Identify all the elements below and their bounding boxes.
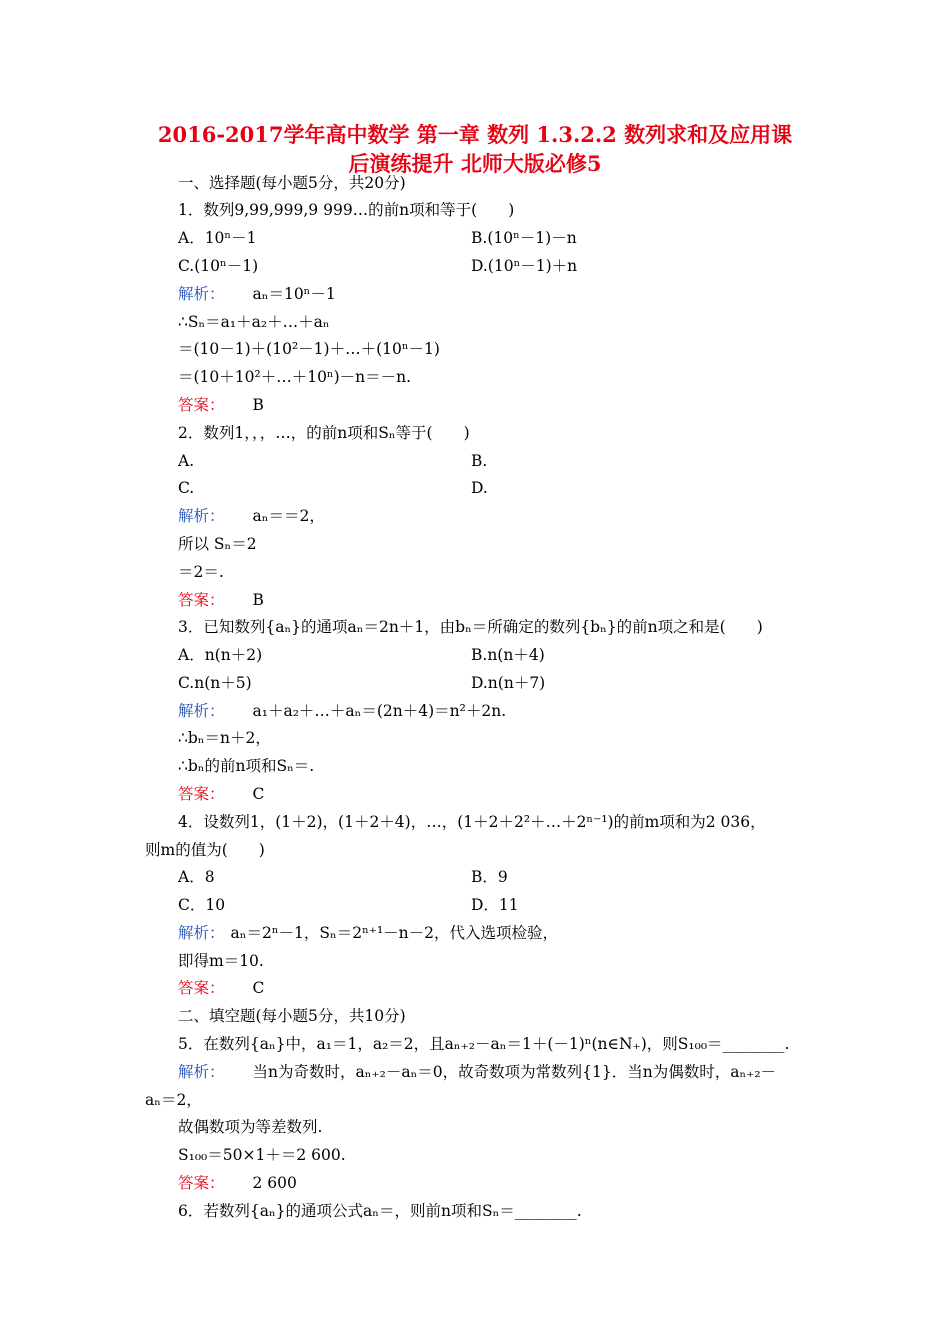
q4-analysis-line-0: aₙ＝2ⁿ－1，Sₙ＝2ⁿ⁺¹－n－2，代入选项检验，: [230, 924, 559, 942]
q2-stem: 2．数列1，，，…，的前n项和Sₙ等于( ): [178, 424, 470, 442]
q4-option-c: C．10: [178, 896, 226, 914]
q6-stem: 6．若数列{aₙ}的通项公式aₙ＝，则前n项和Sₙ＝________.: [178, 1202, 582, 1220]
q4-stem-line-1: 4．设数列1，(1＋2)，(1＋2＋4)，…，(1＋2＋2²＋…＋2ⁿ⁻¹)的前m项和为2 036，: [178, 813, 766, 831]
q5-answer: [178, 1172, 297, 1194]
q1-answer-value: B: [252, 396, 264, 414]
q1-option-b: B.(10ⁿ－1)－n: [471, 229, 577, 247]
analysis-label: 解析：: [178, 1063, 225, 1081]
q3-option-b: B.n(n＋4): [471, 646, 545, 664]
q1-analysis: [178, 283, 336, 305]
q3-option-c: C.n(n＋5): [178, 674, 252, 692]
q1-option-c: C.(10ⁿ－1): [178, 257, 259, 275]
q2-analysis-line-2: ＝2＝.: [178, 563, 224, 581]
q3-analysis-line-1: ∴bₙ＝n＋2，: [178, 729, 271, 747]
q5-analysis-line-1: aₙ＝2，: [145, 1091, 202, 1109]
q1-analysis-line-2: ＝(10－1)＋(10²－1)＋…＋(10ⁿ－1): [178, 340, 440, 358]
q5-analysis-line-3: S₁₀₀＝50×1＋＝2 600.: [178, 1146, 346, 1164]
section-2-heading: 二、填空题(每小题5分，共10分): [178, 1007, 406, 1025]
q3-option-d: D.n(n＋7): [471, 674, 546, 692]
q5-stem: 5．在数列{aₙ}中，a₁＝1，a₂＝2，且aₙ₊₂－aₙ＝1＋(－1)ⁿ(n∈N₊)，则S₁₀₀＝________.: [178, 1035, 790, 1053]
analysis-label: 解析：: [178, 702, 225, 720]
q3-answer: [178, 783, 264, 805]
q4-option-d: D．11: [471, 896, 519, 914]
q1-analysis-line-1: ∴Sₙ＝a₁＋a₂＋…＋aₙ: [178, 313, 330, 331]
document-title-line-1: 2016-2017学年高中数学 第一章 数列 1.3.2.2 数列求和及应用课: [157, 122, 793, 147]
q2-answer: [178, 589, 264, 611]
q1-analysis-line-0: aₙ＝10ⁿ－1: [252, 285, 336, 303]
q3-analysis-line-2: ∴bₙ的前n项和Sₙ＝.: [178, 757, 315, 775]
q4-analysis-line-1: 即得m＝10.: [178, 952, 264, 970]
q2-analysis-line-0: aₙ＝＝2，: [252, 507, 325, 525]
q5-analysis-line-0: 当n为奇数时，aₙ₊₂－aₙ＝0，故奇数项为常数列{1}．当n为偶数时，aₙ₊₂－: [252, 1063, 777, 1081]
q4-stem-line-2: 则m的值为( ): [145, 841, 265, 859]
q4-analysis: [178, 922, 558, 944]
analysis-label: 解析：: [178, 285, 225, 303]
answer-label: 答案：: [178, 979, 225, 997]
q3-answer-value: C: [252, 785, 265, 803]
q5-analysis: [178, 1061, 776, 1083]
q5-answer-value: 2 600: [252, 1174, 297, 1192]
q1-answer: [178, 394, 264, 416]
q1-analysis-line-3: ＝(10＋10²＋…＋10ⁿ)－n＝－n.: [178, 368, 412, 386]
q2-analysis-line-1: 所以 Sₙ＝2: [178, 535, 257, 553]
document-title-line-2: 后演练提升 北师大版必修5: [348, 151, 602, 176]
q1-option-d: D.(10ⁿ－1)＋n: [471, 257, 578, 275]
q1-option-a: A．10ⁿ－1: [178, 229, 257, 247]
q4-answer-value: C: [252, 979, 265, 997]
q2-option-c: C.: [178, 479, 195, 497]
q3-analysis: [178, 700, 506, 722]
q2-option-a: A.: [178, 452, 195, 470]
q2-answer-value: B: [252, 591, 264, 609]
q4-answer: [178, 977, 264, 999]
q1-stem: 1．数列9,99,999,9 999…的前n项和等于( ): [178, 201, 515, 219]
q2-analysis: [178, 505, 325, 527]
answer-label: 答案：: [178, 591, 225, 609]
q5-analysis-line-2: 故偶数项为等差数列.: [178, 1118, 323, 1136]
q3-option-a: A．n(n＋2): [178, 646, 263, 664]
q4-option-b: B．9: [471, 868, 508, 886]
answer-label: 答案：: [178, 396, 225, 414]
q4-option-a: A．8: [178, 868, 215, 886]
analysis-label: 解析：: [178, 507, 225, 525]
q2-option-b: B.: [471, 452, 488, 470]
answer-label: 答案：: [178, 785, 225, 803]
q3-stem: 3．已知数列{aₙ}的通项aₙ＝2n＋1，由bₙ＝所确定的数列{bₙ}的前n项之和是( ): [178, 618, 763, 636]
answer-label: 答案：: [178, 1174, 225, 1192]
q2-option-d: D.: [471, 479, 488, 497]
q3-analysis-line-0: a₁＋a₂＋…＋aₙ＝(2n＋4)＝n²＋2n.: [252, 702, 507, 720]
section-1-heading: 一、选择题(每小题5分，共20分): [178, 174, 406, 192]
analysis-label: 解析：: [178, 924, 225, 942]
